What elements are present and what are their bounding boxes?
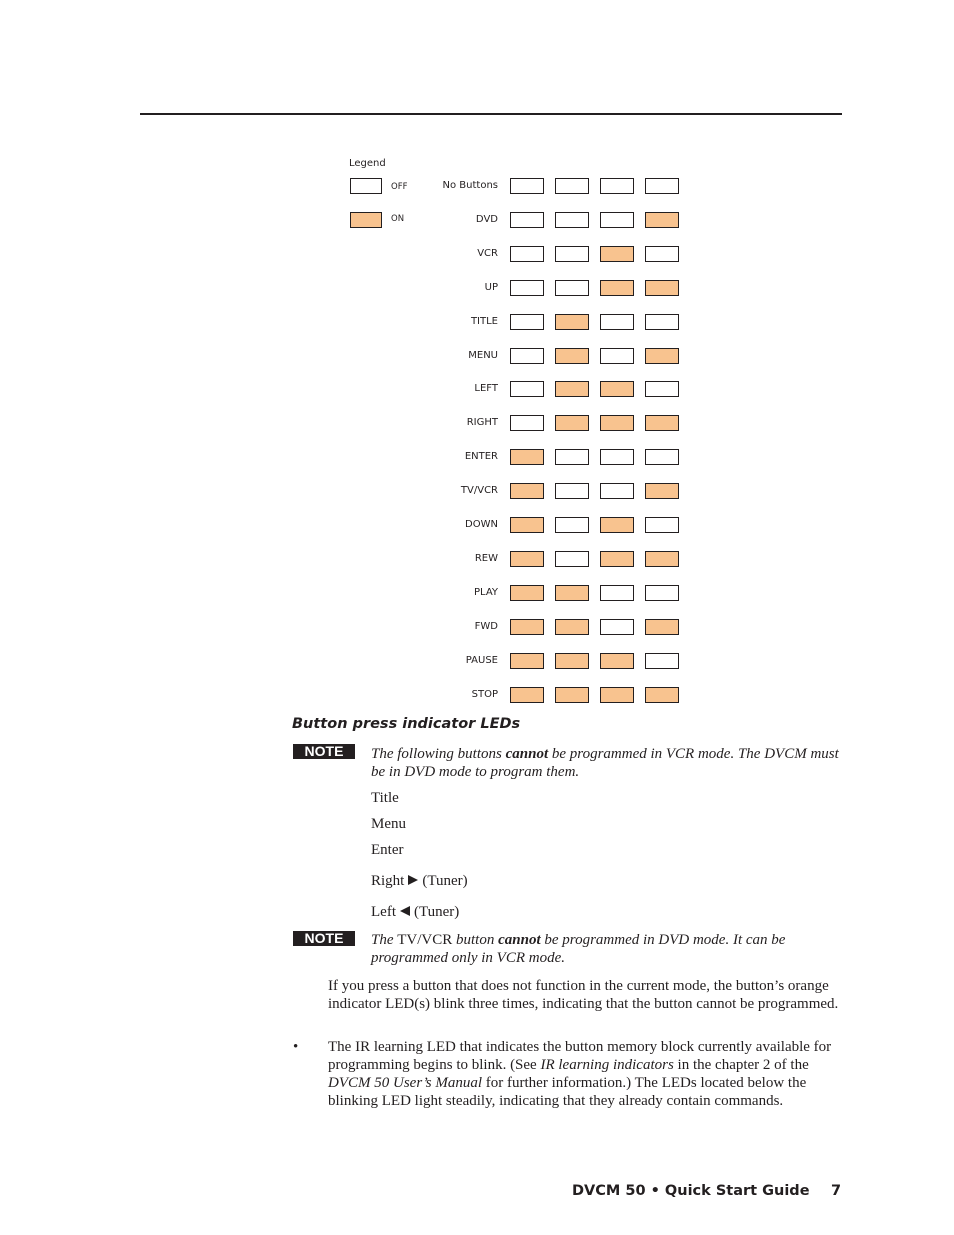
list-item-label: Right — [371, 873, 405, 889]
led-row-label: DVD — [475, 213, 498, 225]
led-indicator — [645, 687, 679, 703]
led-indicator — [600, 246, 634, 262]
led-indicator — [510, 348, 544, 364]
led-indicator — [510, 619, 544, 635]
led-indicator — [555, 178, 589, 194]
led-indicator — [555, 314, 589, 330]
led-indicator — [600, 483, 634, 499]
note-text-part: The — [371, 932, 398, 948]
bullet-symbol: • — [293, 1039, 299, 1055]
led-indicator — [555, 551, 589, 567]
note-text-part: The following buttons — [371, 746, 506, 762]
bullet-italic-ref: DVCM 50 User’s Manual — [328, 1075, 483, 1091]
led-indicator — [645, 449, 679, 465]
led-indicator — [600, 619, 634, 635]
note-text-part: be programmed in DVD mode. It can be programmed only in VCR mode. — [371, 932, 786, 966]
led-indicator — [600, 687, 634, 703]
led-indicator — [555, 619, 589, 635]
legend-off-label: OFF — [391, 182, 408, 192]
led-row-label: STOP — [471, 688, 498, 700]
led-indicator — [645, 517, 679, 533]
led-indicator — [645, 314, 679, 330]
led-row-label: VCR — [477, 247, 498, 259]
led-indicator — [510, 381, 544, 397]
led-indicator — [510, 653, 544, 669]
led-indicator — [645, 653, 679, 669]
list-item-tuner: (Tuner) — [413, 904, 460, 920]
led-indicator — [510, 585, 544, 601]
led-row-label: DOWN — [465, 519, 498, 530]
note-text — [371, 931, 841, 967]
led-indicator — [510, 551, 544, 567]
note-text — [371, 745, 841, 781]
led-indicator — [645, 483, 679, 499]
led-indicator — [645, 178, 679, 194]
led-indicator — [600, 314, 634, 330]
led-indicator — [510, 415, 544, 431]
led-indicator — [600, 381, 634, 397]
led-indicator — [555, 483, 589, 499]
bullet-paragraph — [328, 1038, 842, 1110]
led-row-label: MENU — [468, 349, 498, 361]
led-indicator — [555, 280, 589, 296]
header-rule — [140, 113, 842, 115]
led-indicator — [600, 348, 634, 364]
led-indicator — [510, 314, 544, 330]
note-emphasis: cannot — [505, 746, 549, 762]
footer-title: DVCM 50 • Quick Start Guide — [572, 1183, 810, 1199]
led-indicator — [555, 415, 589, 431]
led-indicator — [645, 280, 679, 296]
list-item-right — [371, 872, 468, 890]
note-text-part: be programmed in VCR mode. The DVCM must be in DVD mode to program them. — [371, 746, 839, 780]
led-indicator — [645, 585, 679, 601]
led-indicator — [510, 280, 544, 296]
led-indicator — [600, 517, 634, 533]
led-indicator — [555, 246, 589, 262]
led-row-label: TITLE — [470, 315, 498, 327]
led-indicator — [555, 585, 589, 601]
note-badge: NOTE — [293, 744, 355, 759]
led-row-label: TV/VCR — [460, 485, 498, 497]
led-row-label: FWD — [474, 620, 498, 632]
triangle-right-icon — [408, 875, 418, 885]
led-indicator — [600, 212, 634, 228]
led-row-label: PLAY — [473, 586, 498, 598]
page-number: 7 — [831, 1183, 842, 1199]
led-row-label: REW — [474, 552, 498, 564]
led-indicator — [510, 517, 544, 533]
led-indicator — [555, 449, 589, 465]
led-indicator — [555, 381, 589, 397]
led-row-label: RIGHT — [466, 417, 498, 429]
led-row-label: LEFT — [474, 383, 498, 395]
list-item-title: Title — [371, 790, 399, 806]
note-badge: NOTE — [293, 931, 355, 946]
led-row-label: PAUSE — [465, 654, 498, 666]
note-button-name: TV/VCR — [397, 932, 453, 948]
led-indicator — [645, 212, 679, 228]
list-item-left — [371, 903, 459, 921]
legend-on-label: ON — [391, 214, 405, 224]
led-row-label: ENTER — [464, 451, 498, 463]
led-indicator — [600, 551, 634, 567]
led-indicator — [555, 212, 589, 228]
led-indicator — [645, 551, 679, 567]
legend-title: Legend — [349, 158, 386, 169]
led-indicator — [510, 212, 544, 228]
led-indicator — [645, 415, 679, 431]
list-item-enter: Enter — [371, 842, 404, 858]
led-indicator — [600, 585, 634, 601]
led-indicator — [555, 653, 589, 669]
body-paragraph: If you press a button that does not function in the current mode, the button’s orange indicator LED(s) blink three times, indicating that the button cannot be programmed. — [328, 978, 839, 1012]
note-text-part: button — [452, 932, 499, 948]
led-row-label: UP — [484, 281, 498, 293]
led-indicator — [600, 653, 634, 669]
led-indicator — [600, 178, 634, 194]
bullet-text-part: in the chapter 2 of the — [673, 1057, 809, 1073]
led-indicator — [555, 517, 589, 533]
led-row-label: No Buttons — [442, 180, 498, 191]
bullet-text-part: for further information.) The LEDs located below the blinking LED light steadily, indicating that they already contain commands. — [328, 1075, 807, 1109]
led-indicator — [510, 178, 544, 194]
list-item-label: Left — [371, 904, 396, 920]
bullet-text-part: The IR learning LED that indicates the button memory block currently available for programming begins to blink. (See — [328, 1039, 832, 1073]
list-item-tuner: (Tuner) — [422, 873, 468, 889]
led-indicator — [600, 415, 634, 431]
led-indicator — [555, 687, 589, 703]
led-indicator — [555, 348, 589, 364]
note-emphasis: cannot — [498, 932, 541, 948]
figure-caption: Button press indicator LEDs — [292, 716, 521, 732]
led-indicator — [645, 246, 679, 262]
led-indicator — [645, 381, 679, 397]
list-item-menu: Menu — [371, 816, 406, 832]
led-indicator — [510, 483, 544, 499]
led-indicator — [645, 619, 679, 635]
led-indicator — [510, 687, 544, 703]
led-indicator — [645, 348, 679, 364]
triangle-left-icon — [400, 906, 410, 916]
led-indicator — [510, 449, 544, 465]
led-indicator — [600, 280, 634, 296]
bullet-italic-ref: IR learning indicators — [540, 1057, 674, 1073]
led-indicator — [510, 246, 544, 262]
led-indicator — [600, 449, 634, 465]
